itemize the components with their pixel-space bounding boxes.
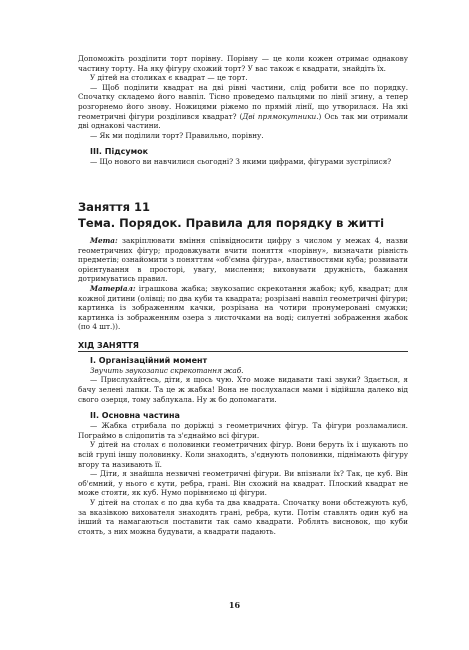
text-run: ) Ось так ми отримали дві однакові частини.: [78, 111, 408, 131]
paragraph: — Що нового ви навчилися сьогодні? З якими цифрами, фігурами зустрілися?: [90, 157, 392, 167]
paragraph: Звучить звукозапис скрекотання жаб.: [90, 365, 244, 375]
lesson-course-title: ХІД ЗАНЯТТЯ: [78, 340, 139, 350]
paragraph: — Як ми поділили торт? Правильно, порівну.: [90, 130, 264, 140]
text-run: — Щоб поділити квадрат на дві рівні частини, слід робити все по порядку. Спочатку складемо його навпіл. Тісно проведемо пальцями по лінії згину, а тепер розгорнемо його знову. Ножицями ріжемо по прямій лінії, що утворилася. На які геометричні фігури розділився квадрат? (: [78, 82, 408, 121]
goal-label: Мета:: [90, 235, 118, 245]
paragraph: — Діти, я знайшла незвичні геометричні фігури. Ви впізнали їх? Так, це куб. Він об'ємний, у нього є кути, ребра, грані. Він схожий на квадрат. Плоский квадрат не може стояти, як куб. Нумо порівняємо ці фігури.: [78, 469, 408, 498]
section-heading: III. Підсумок: [90, 147, 149, 157]
page-number: 16: [228, 600, 241, 610]
goal-text: закріплювати вміння співвідносити цифру з числом у межах 4, назви геометричних фігур; продовжувати вчити поняття «порівну», визначати рівність предметів; ознайомити з поняттям «об'ємна фігура», властивостями куба; розвивати орієнтування в просторі, увагу, мислення; виховувати дружність, бажання дотримуватись правил.: [78, 235, 408, 284]
page-content: [78, 54, 408, 536]
material-text: іграшкова жабка; звукозапис скрекотання жабок; куб, квадрат; для кожної дитини (олівці; по два куби та квадрата; розрізані навпіл геометричні фігури; картинка із зображенням качки, розрізана на чотири пронумеровані смужки; картинка із зображенням озера з листочками на воді; силуетні зображення жабок (по 4 шт.)).: [78, 283, 408, 332]
lesson-number: Заняття 11: [78, 199, 150, 214]
italic-answer: Дві прямокутники.: [242, 111, 319, 121]
paragraph: — Прислухайтесь, діти, я щось чую. Хто може видавати такі звуки? Здається, я бачу зелені лапки. Та це ж жабка! Вона не послухалася мами і відійшла далеко від свого озерця, тому заблукала. Ну ж бо допомагати.: [78, 375, 408, 404]
section-heading: І. Організаційний момент: [90, 355, 208, 365]
paragraph: У дітей на столах є по два куба та два квадрата. Спочатку вони обстежують куб, за вказівкою вихователя знаходять грані, ребра, кути. Потім ставлять один куб на інший та намагаються поставити так само квадрати. Роблять висновок, що куби стоять, з них можна будувати, а квадрати падають.: [78, 498, 408, 536]
paragraph: — Жабка стрибала по доріжці з геометричних фігур. Та фігури розламалися. Пограймо в слідопитів та з'єднаймо всі фігури.: [78, 421, 408, 440]
paragraph: Допоможіть розділити торт порівну. Порівну — це коли кожен отримає однакову частину торту. На яку фігуру схожий торт? У вас також є квадрати, знайдіть їх.: [78, 54, 408, 73]
material-label: Матеріал:: [90, 283, 136, 293]
goal-paragraph: [78, 236, 408, 284]
divider: [78, 351, 408, 352]
paragraph: У дітей на столах є половинки геометричних фігур. Вони беруть їх і шукають по всій групі іншу половинку. Коли знаходять, з'єднують половинки, піднімають фігуру вгору та називають її.: [78, 440, 408, 469]
material-paragraph: [78, 284, 408, 332]
paragraph: [78, 83, 408, 131]
lesson-title: Тема. Порядок. Правила для порядку в житті: [78, 215, 385, 230]
section-heading: II. Основна частина: [90, 411, 180, 421]
paragraph: У дітей на столиках є квадрат — це торт.: [90, 73, 248, 83]
